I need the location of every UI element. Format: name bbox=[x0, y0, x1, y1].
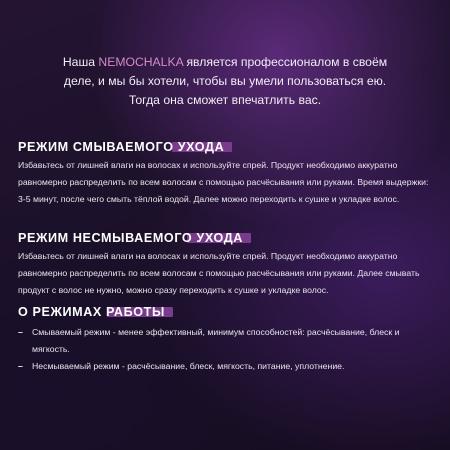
heading-part-1: РЕЖИМ НЕСМЫВАЕМОГО bbox=[18, 231, 197, 245]
list-item bbox=[18, 358, 432, 375]
section-rinse-mode-text: Избавьтесь от лишней влаги на волосах и используйте спрей. Продукт необходимо аккуратно равномерно распределить по всем волосам с помощью расчёсывания или руками. Время выдержки: 3-5 минут, после чего смыть тёплой водой. Далее можно переходить к сушке и укладке волос. bbox=[18, 160, 429, 204]
section-leave-in-mode-text: Избавьтесь от лишней влаги на волосах и используйте спрей. Продукт необходимо аккуратно равномерно распределить по всем волосам с помощью расчёсывания или руками. Далее смывать продукт с волос не нужно, можно сразу переходить к сушке и укладке волос. bbox=[18, 251, 420, 295]
section-rinse-mode bbox=[18, 136, 432, 207]
heading-part-1: РЕЖИМ СМЫВАЕМОГО bbox=[18, 140, 178, 154]
dash-bullet-icon: – bbox=[18, 327, 23, 337]
heading-part-1: О РЕЖИМАХ bbox=[18, 305, 107, 319]
intro-line-3: Тогда она сможет впечатлить вас. bbox=[128, 93, 322, 107]
intro-line-2: деле, и мы бы хотели, чтобы вы умели пользоваться ею. bbox=[63, 74, 387, 88]
intro-line-1 bbox=[20, 53, 430, 72]
list-item-text: Несмываемый режим - расчёсывание, блеск, мягкость, питание, уплотнение. bbox=[32, 360, 345, 371]
section-about-modes-title bbox=[18, 305, 165, 319]
section-leave-in-mode-title bbox=[18, 231, 243, 245]
intro-line-1-pre: Наша bbox=[62, 55, 99, 69]
dash-bullet-icon: – bbox=[18, 360, 23, 371]
section-leave-in-mode bbox=[18, 227, 432, 298]
brand-name: NEMOCHALKA bbox=[98, 55, 184, 69]
heading-part-2: УХОДА bbox=[177, 140, 225, 154]
list-item-text: Смываемый режим - менее эффективный, минимум способностей: расчёсывание, блеск и мягкость. bbox=[32, 327, 400, 354]
heading-part-2: УХОДА bbox=[196, 231, 243, 245]
list-item bbox=[18, 324, 432, 358]
section-rinse-mode-title bbox=[18, 140, 224, 154]
section-about-modes bbox=[18, 301, 432, 374]
intro-text bbox=[20, 53, 430, 110]
about-modes-list bbox=[18, 324, 432, 374]
heading-part-2: РАБОТЫ bbox=[106, 305, 165, 319]
intro-line-1-post: является профессионалом в своём bbox=[183, 55, 388, 69]
